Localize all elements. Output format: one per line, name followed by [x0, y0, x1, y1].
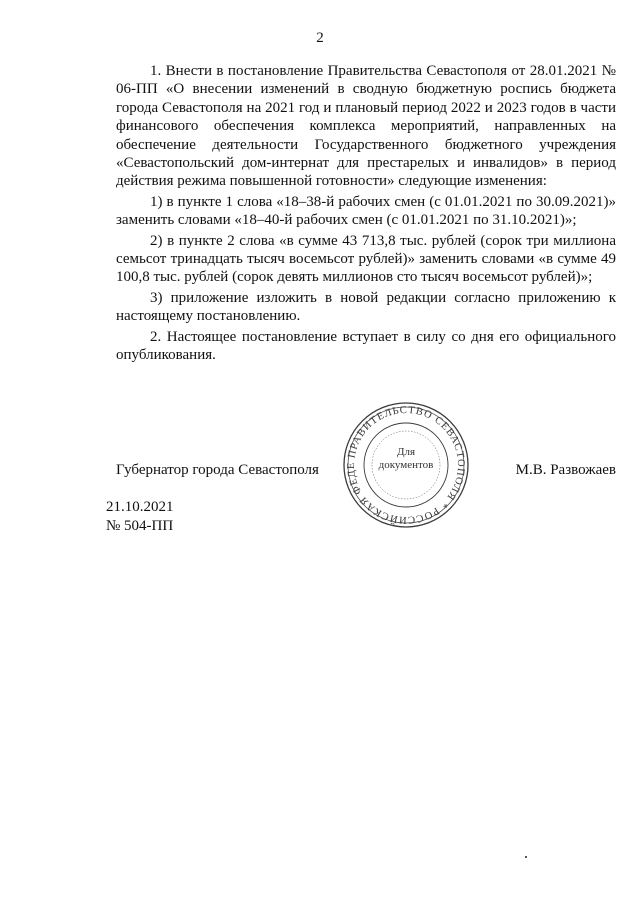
document-body [116, 62, 616, 367]
seal-center-line1: Для [396, 446, 416, 458]
page-number: 2 [316, 30, 324, 46]
paragraph-amendment-intro: 1. Внести в постановление Правительства Севастополя от 28.01.2021 № 06-ПП «О внесении изменений в сводную бюджетную роспись бюджета города Севастополя на 2021 год и плановый период 2022 и 2023 годов в части финансового обеспечения комплекса мероприятий, направленных на обеспечение деятельности Государственного бюджетного учреждения «Севастопольский дом-интернат для престарелых и инвалидов» в период действия режима повышенной готовности» следующие изменения: [116, 63, 616, 190]
scan-speck [525, 856, 527, 858]
document-date: 21.10.2021 [106, 499, 174, 515]
signer-position: Губернатор города Севастополя [116, 462, 319, 478]
paragraph-item-2: 2) в пункте 2 слова «в сумме 43 713,8 тыс. рублей (сорок три миллиона семьсот тринадцать тысяч восемьсот рублей)» заменить словами «в сумме 49 100,8 тыс. рублей (сорок девять миллионов сто тысяч восемьсот рублей)»; [116, 232, 616, 286]
document-number: № 504-ПП [106, 518, 174, 534]
paragraph-item-3: 3) приложение изложить в новой редакции согласно приложению к настоящему постановлению. [116, 289, 616, 325]
paragraph-item-1: 1) в пункте 1 слова «18–38-й рабочих смен (с 01.01.2021 по 30.09.2021)» заменить словами «18–40-й рабочих смен (с 01.01.2021 по 31.10.2021)»; [116, 193, 616, 229]
seal-center-line2: документов [378, 459, 434, 471]
signer-name: М.В. Развожаев [515, 462, 616, 478]
official-seal [341, 400, 471, 530]
paragraph-effective-date: 2. Настоящее постановление вступает в силу со дня его официального опубликования. [116, 328, 616, 364]
seal-outer-text: ПРАВИТЕЛЬСТВО СЕВАСТОПОЛЯ * РОССИЙСКАЯ ФЕДЕ [345, 404, 467, 526]
